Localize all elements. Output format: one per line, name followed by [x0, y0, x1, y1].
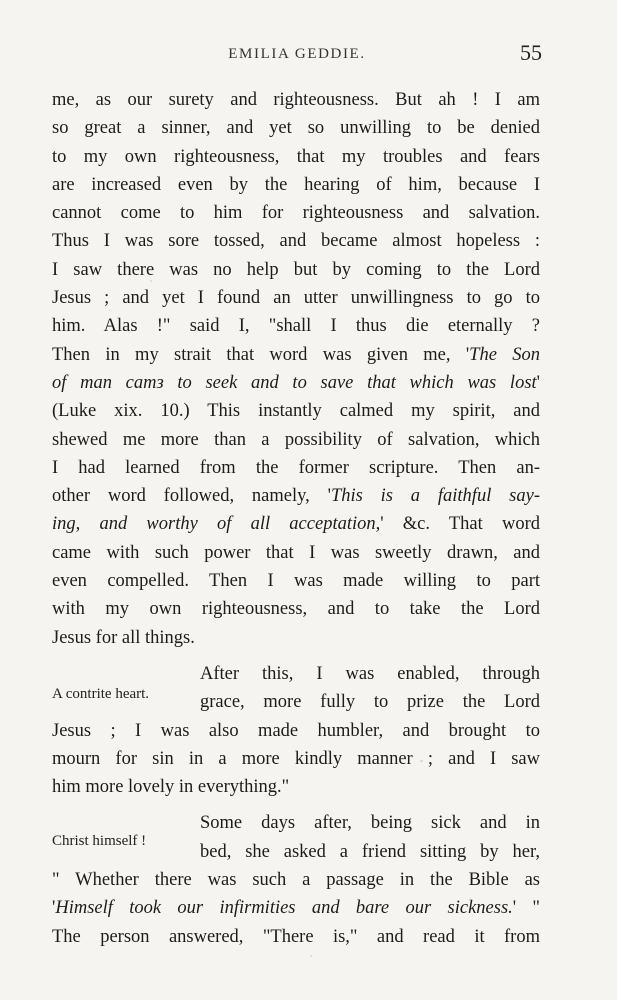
text-line: him. Alas !" said I, "shall I thus die eternally ? [52, 316, 540, 337]
body-text [52, 86, 540, 951]
line-text: ' [52, 898, 56, 919]
text-line: me, as our surety and righteousness. But ah ! I am [52, 90, 540, 110]
line-text: ' " [512, 898, 540, 919]
line-text: ' [536, 372, 540, 393]
text-line: (Luke xix. 10.) This instantly calmed my spirit, and [52, 401, 540, 422]
text-line: bed, she asked a friend sitting by her, [200, 841, 540, 862]
text-line: to my own righteousness, that my troubles and fears [52, 146, 540, 167]
scripture-quote: ing, and worthy of all acceptation, [52, 514, 381, 535]
scripture-quote: The Son [469, 344, 540, 365]
text-line-with-quote [52, 510, 540, 538]
paragraph-1 [52, 86, 540, 652]
running-title: EMILIA GEDDIE. [228, 46, 366, 62]
text-line: mourn for sin in a more kindly manner ; and I saw [52, 748, 540, 769]
text-line-with-quote [52, 482, 540, 510]
text-line: I saw there was no help but by coming to the Lord [52, 259, 540, 280]
scripture-quote: This is a faithful say- [330, 486, 540, 507]
line-text: ' &c. That word [380, 514, 540, 535]
text-line: Jesus for all things. [52, 627, 195, 648]
text-line: even compelled. Then I was made willing to part [52, 571, 540, 592]
text-line: him more lovely in everything." [52, 777, 290, 798]
page-number: 55 [520, 40, 542, 65]
text-line: came with such power that I was sweetly drawn, and [52, 542, 540, 563]
page-header [52, 40, 542, 70]
margin-note: Christ himself ! [52, 833, 147, 850]
scripture-quote: of man camз to seek and to save that which was lost [52, 372, 537, 393]
paper-speck [310, 955, 312, 957]
text-line: Jesus ; and yet I found an utter unwillingness to go to [52, 288, 540, 309]
text-line-with-quote [52, 369, 540, 397]
text-line: " Whether there was such a passage in the Bible as [52, 870, 540, 891]
text-line: Thus I was sore tossed, and became almost hopeless : [52, 231, 540, 252]
text-line: with my own righteousness, and to take the Lord [52, 599, 540, 620]
line-text: other word followed, namely, ' [52, 486, 331, 507]
paragraph-2 [52, 660, 540, 801]
text-line: so great a sinner, and yet so unwilling to be denied [52, 118, 540, 139]
text-line: I had learned from the former scripture. Then an- [52, 457, 540, 478]
text-line: The person answered, "There is," and read it from [52, 926, 540, 947]
text-line: grace, more fully to prize the Lord [200, 692, 540, 713]
line-text: Then in my strait that word was given me, ' [52, 344, 470, 365]
text-line: cannot come to him for righteousness and salvation. [52, 203, 540, 224]
margin-note: A contrite heart. [52, 685, 150, 702]
paragraph-3 [52, 809, 540, 950]
text-line: are increased even by the hearing of him, because I [52, 174, 540, 195]
scripture-quote: Himself took our infirmities and bare our sickness. [55, 898, 513, 919]
text-line: Jesus ; I was also made humbler, and brought to [52, 720, 540, 741]
text-line-with-quote [52, 341, 540, 369]
text-line: Some days after, being sick and in [200, 813, 540, 834]
text-line: After this, I was enabled, through [200, 663, 540, 684]
text-line-with-quote [52, 894, 540, 922]
text-line: shewed me more than a possibility of salvation, which [52, 429, 540, 450]
